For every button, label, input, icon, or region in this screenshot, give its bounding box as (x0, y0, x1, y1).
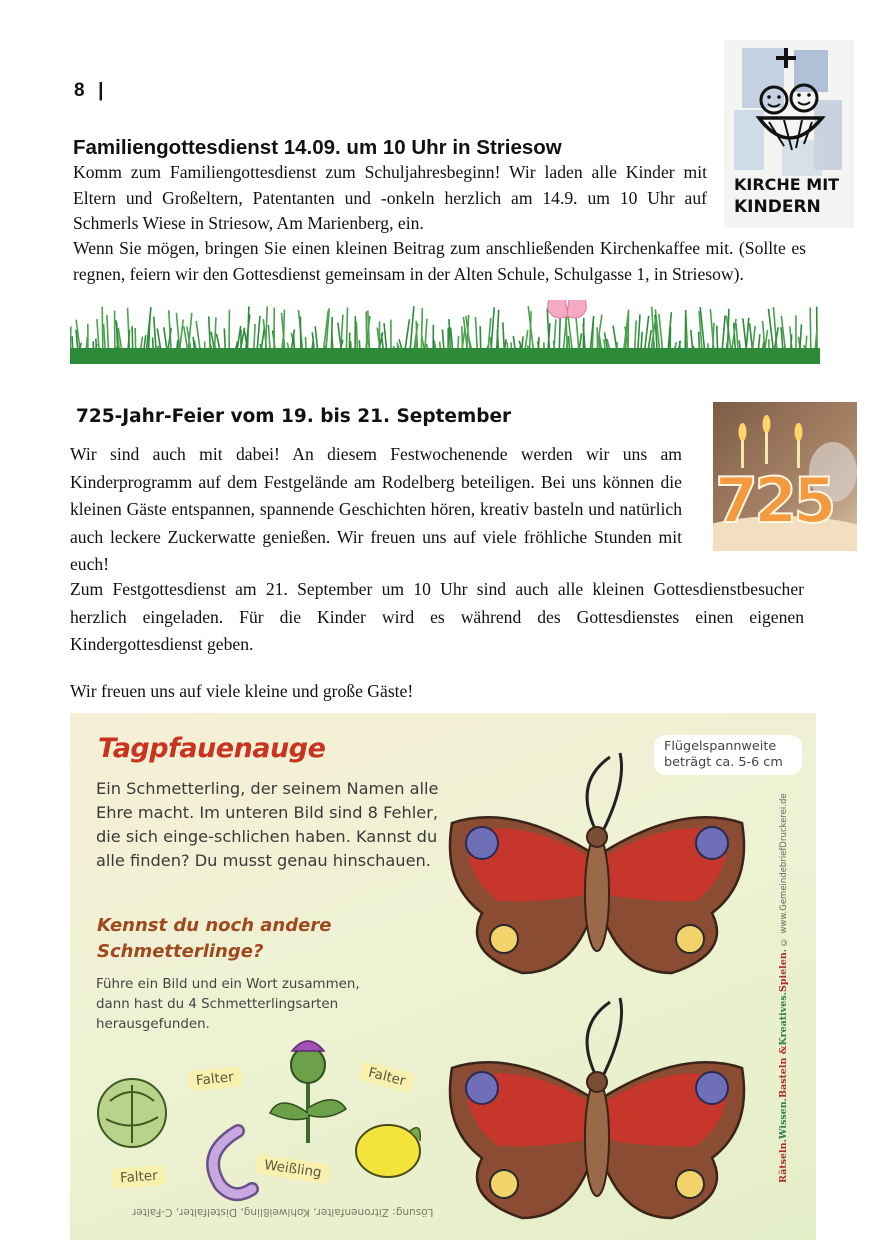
word-tag-falter-2: Falter (358, 1061, 415, 1093)
wingspan-callout: Flügelspannweite beträgt ca. 5-6 cm (654, 735, 802, 775)
cabbage-icon (98, 1079, 166, 1147)
word-tag-falter-3: Falter (111, 1165, 166, 1189)
paragraph-festgottesdienst: Zum Festgottesdienst am 21. September um 10 Uhr sind auch alle kleinen Gottesdienstbesucher herzlich eingeladen. Für die Kinder wird es während des Gottesdienstes einen eigenen Kindergottesdienst geben. (70, 579, 804, 654)
paragraph-kirchenkaffee: Wenn Sie mögen, bringen Sie einen kleinen Beitrag zum anschließenden Kirchenkaffee mit. (Sollte es regnen, feiern wir den Gottesdienst gemeinsam in der Alten Schule, Schulgasse 1, in Striesow). (73, 238, 806, 284)
svg-text:KINDERN: KINDERN (734, 197, 821, 217)
poster-solution: Lösung: Zitronenfalter, Kohlweißling, Distelfalter, C-Falter (132, 1206, 434, 1218)
poster-copyright: Rätseln.Wissen.Basteln &Kreatives.Spielen. © www.GemeindebriefDruckerei.de (778, 793, 789, 1183)
poster-subtitle: Kennst du noch andere Schmetterlinge? (97, 915, 332, 962)
svg-text:725: 725 (715, 464, 833, 537)
butterfly-top-icon (450, 753, 744, 973)
page-number: 8 | (74, 80, 105, 101)
section-heading-familiengottesdienst: Familiengottesdienst 14.09. um 10 Uhr in Striesow (73, 136, 562, 159)
butterfly-puzzle-poster (70, 713, 816, 1240)
word-tag-weissling: Weißling (255, 1154, 331, 1184)
poster-title: Tagpfauenauge (98, 733, 326, 764)
thistle-icon (270, 1041, 346, 1143)
poster-description: Ein Schmetterling, der seinem Namen alle Ehre macht. Im unteren Bild sind 8 Fehler, die sich einge-schlichen haben. Kannst du alle finden? Du musst genau hinschauen. (96, 779, 439, 870)
poster-illustrations (70, 713, 816, 1240)
section-heading-725-jahr-feier: 725-Jahr-Feier vom 19. bis 21. September (76, 406, 512, 427)
paragraph-closing: Wir freuen uns auf viele kleine und große Gäste! (70, 681, 414, 701)
725-cake-photo (713, 402, 857, 551)
poster-instruction: Führe ein Bild und ein Wort zusammen, dann hast du 4 Schmetterlingsarten herausgefunden. (96, 977, 360, 1032)
lemon-icon (356, 1125, 420, 1177)
butterfly-bottom-icon (450, 998, 744, 1218)
paragraph-invitation: Komm zum Familiengottesdienst zum Schuljahresbeginn! Wir laden alle Kinder mit Eltern und Großeltern, Patentanten und -onkeln herzlich am 14.9. um 10 Uhr auf Schmerls Wiese in Striesow, Am Marienberg, ein. (73, 162, 707, 233)
svg-text:KIRCHE MIT: KIRCHE MIT (734, 175, 840, 194)
word-tag-falter-1: Falter (187, 1066, 242, 1092)
kirche-mit-kindern-logo (724, 40, 854, 228)
paragraph-festwochenende: Wir sind auch mit dabei! An diesem Festwochenende werden wir uns am Kinderprogramm auf dem Festgelände am Rodelberg beteiligen. Bei uns können die kleinen Gäste entspannen, spannende Geschichten hören, kreativ basteln und natürlich auch leckere Zuckerwatte genießen. Wir freuen uns auf viele fröhliche Stunden mit euch! (70, 444, 682, 575)
letter-c-icon (213, 1131, 252, 1194)
grass-border-graphic (70, 300, 820, 364)
pink-butterfly-icon (548, 300, 586, 318)
